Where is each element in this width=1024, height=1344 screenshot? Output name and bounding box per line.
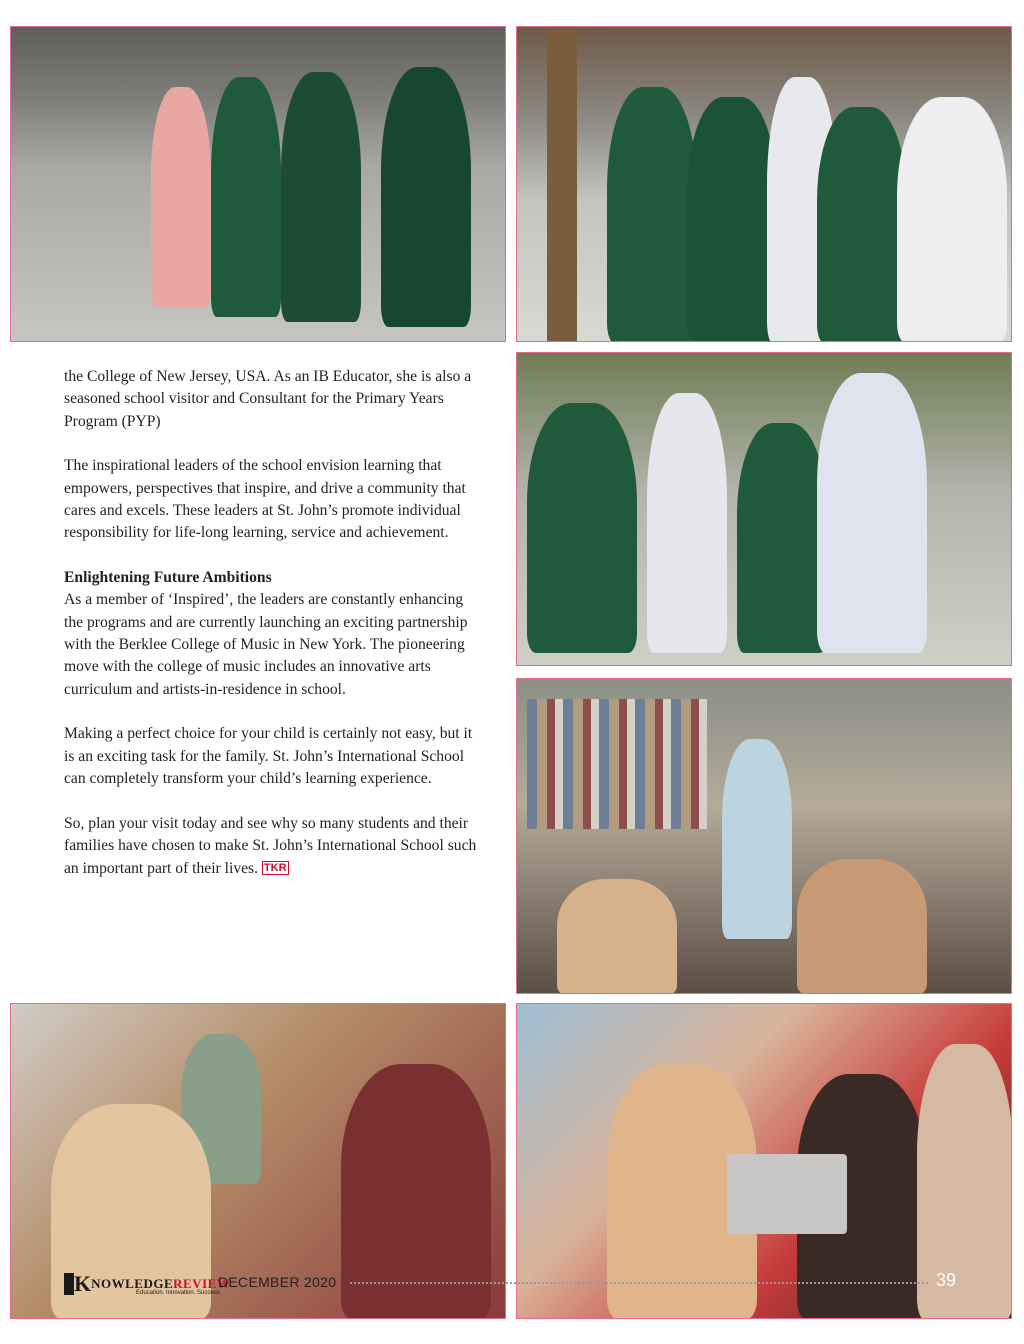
paragraph: Making a perfect choice for your child is certainly not easy, but it is an exciting task for the family. St. John’s International School can completely transform your child’s learning experience. <box>64 725 473 788</box>
end-mark-logo: TKR <box>263 862 287 875</box>
article-body <box>64 366 484 903</box>
magazine-logo <box>64 1272 230 1296</box>
logo-tagline: Education. Innovation. Success <box>136 1290 220 1296</box>
logo-letter: K <box>74 1271 92 1296</box>
footer-divider <box>350 1282 928 1284</box>
photo-students-group <box>516 26 1012 342</box>
paragraph: As a member of ‘Inspired’, the leaders are constantly enhancing the programs and are currently launching an exciting partnership with the Berklee College of Music in New York. The pioneering move with the college of music includes an innovative arts curriculum and artists-in-residence in school. <box>64 591 468 698</box>
page-number: 39 <box>936 1270 957 1290</box>
paragraph: the College of New Jersey, USA. As an IB Educator, she is also a seasoned school visitor and Consultant for the Primary Years Program (PYP) <box>64 368 472 430</box>
photo-boys-playing <box>516 352 1012 666</box>
paragraph-text: So, plan your visit today and see why so many students and their families have chosen to make St. John’s International School such an important part of their lives. <box>64 814 477 878</box>
logo-badge <box>64 1273 74 1295</box>
page-footer <box>0 1268 1024 1298</box>
paragraph <box>64 813 484 881</box>
photo-teacher-library <box>516 678 1012 994</box>
photo-girls-walking <box>10 26 506 342</box>
paragraph: The inspirational leaders of the school envision learning that empowers, perspectives that inspire, and drive a community that cares and excels. These leaders at St. John’s promote individual responsibility for life-long learning, service and achievement. <box>64 457 466 542</box>
logo-word-review: REVIEW <box>173 1276 231 1291</box>
logo-word-knowledge: NOWLEDGE <box>91 1276 174 1291</box>
section-heading: Enlightening Future Ambitions <box>64 568 272 586</box>
issue-date: DECEMBER 2020 <box>218 1274 337 1290</box>
